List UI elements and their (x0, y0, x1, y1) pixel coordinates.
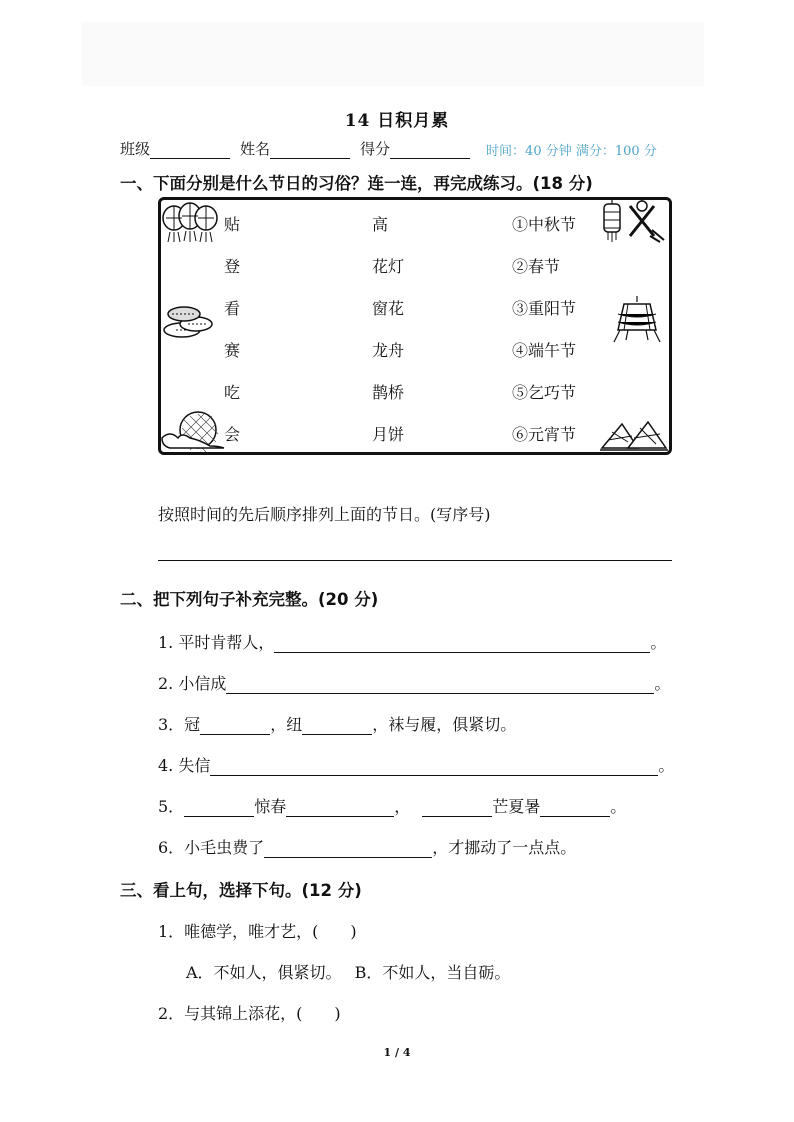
question-text: 5． (158, 797, 185, 816)
class-blank[interactable] (150, 142, 230, 159)
section2-heading: 二、把下列句子补充完整。(20 分) (120, 590, 379, 609)
exam-meta: 时间：40 分钟 满分：100 分 (486, 144, 657, 159)
question-3-1[interactable]: 1．唯德学，唯才艺，( ) (158, 922, 357, 941)
zongzi-icon (598, 418, 670, 454)
match-middle-item[interactable]: 鹊桥 (372, 383, 405, 402)
question-2-4 (158, 753, 674, 776)
answer-blank[interactable] (210, 759, 658, 776)
name-label: 姓名 (240, 140, 271, 158)
match-festival-item[interactable]: ⑥元宵节 (512, 425, 577, 444)
answer-blank[interactable] (226, 677, 654, 694)
student-info-line (120, 139, 680, 159)
match-left-item[interactable]: 赛 (224, 341, 241, 360)
match-middle-item[interactable]: 花灯 (372, 257, 405, 276)
matching-box (158, 197, 672, 455)
mooncake-stack-icon (162, 304, 214, 340)
ordering-prompt: 按照时间的先后顺序排列上面的节日。(写序号) (158, 505, 491, 524)
match-left-item[interactable]: 贴 (224, 215, 241, 234)
question-text: ，才挪动了一点点。 (432, 838, 577, 857)
moon-cloud-icon (160, 410, 226, 452)
match-middle-item[interactable]: 窗花 (372, 299, 405, 318)
score-label: 得分 (360, 140, 391, 158)
match-left-item[interactable]: 看 (224, 299, 241, 318)
match-festival-item[interactable]: ①中秋节 (512, 215, 577, 234)
page-number: 1 / 4 (383, 1046, 411, 1059)
score-blank[interactable] (390, 142, 470, 159)
question-3-1-options[interactable]: A．不如人，俱紧切。 B．不如人，当自砺。 (186, 963, 511, 982)
ordering-answer-line[interactable] (158, 560, 672, 561)
question-2-5 (158, 794, 626, 817)
answer-blank[interactable] (302, 718, 372, 735)
question-2-2 (158, 671, 670, 694)
page-title: 14 日积月累 (344, 111, 450, 131)
question-end: 。 (650, 633, 667, 652)
question-2-6 (158, 835, 576, 858)
match-festival-item[interactable]: ③重阳节 (512, 299, 577, 318)
match-festival-item[interactable]: ⑤乞巧节 (512, 383, 577, 402)
match-festival-item[interactable]: ④端午节 (512, 341, 577, 360)
match-left-item[interactable]: 登 (224, 257, 241, 276)
question-end: 。 (610, 797, 627, 816)
question-2-3 (158, 712, 516, 735)
answer-blank[interactable] (264, 841, 432, 858)
dragon-boat-lantern-icon (612, 294, 662, 344)
lantern-cluster-icon (160, 198, 220, 244)
question-3-2[interactable]: 2．与其锦上添花，( ) (158, 1004, 341, 1023)
question-text: 6．小毛虫费了 (158, 838, 265, 857)
answer-blank[interactable] (422, 800, 492, 817)
question-text: ， (394, 797, 411, 816)
match-middle-item[interactable]: 月饼 (372, 425, 405, 444)
question-text: ，纽 (270, 715, 303, 734)
section1-heading: 一、下面分别是什么节日的习俗？连一连，再完成练习。(18 分) (120, 174, 593, 193)
match-left-item[interactable]: 会 (224, 425, 241, 444)
answer-blank[interactable] (286, 800, 394, 817)
question-text: 2. 小信成 (158, 674, 227, 693)
header-band (82, 22, 704, 86)
match-left-item[interactable]: 吃 (224, 383, 241, 402)
answer-blank[interactable] (274, 636, 650, 653)
match-festival-item[interactable]: ②春节 (512, 257, 561, 276)
question-text: 1. 平时肯帮人， (158, 633, 275, 652)
answer-blank[interactable] (184, 800, 254, 817)
match-middle-item[interactable]: 高 (372, 215, 389, 234)
hanging-lanterns-icon (598, 196, 670, 244)
question-text: 3．冠 (158, 715, 201, 734)
section3-heading: 三、看上句，选择下句。(12 分) (120, 881, 362, 900)
class-label: 班级 (120, 140, 151, 158)
question-end: 。 (654, 674, 671, 693)
question-text: 芒夏暑 (492, 797, 541, 816)
question-end: 。 (658, 756, 675, 775)
name-blank[interactable] (270, 142, 350, 159)
question-text: 4. 失信 (158, 756, 211, 775)
question-2-1 (158, 630, 666, 653)
question-text: 惊春 (254, 797, 287, 816)
match-middle-item[interactable]: 龙舟 (372, 341, 405, 360)
answer-blank[interactable] (540, 800, 610, 817)
answer-blank[interactable] (200, 718, 270, 735)
question-text: ，袜与履，俱紧切。 (372, 715, 517, 734)
